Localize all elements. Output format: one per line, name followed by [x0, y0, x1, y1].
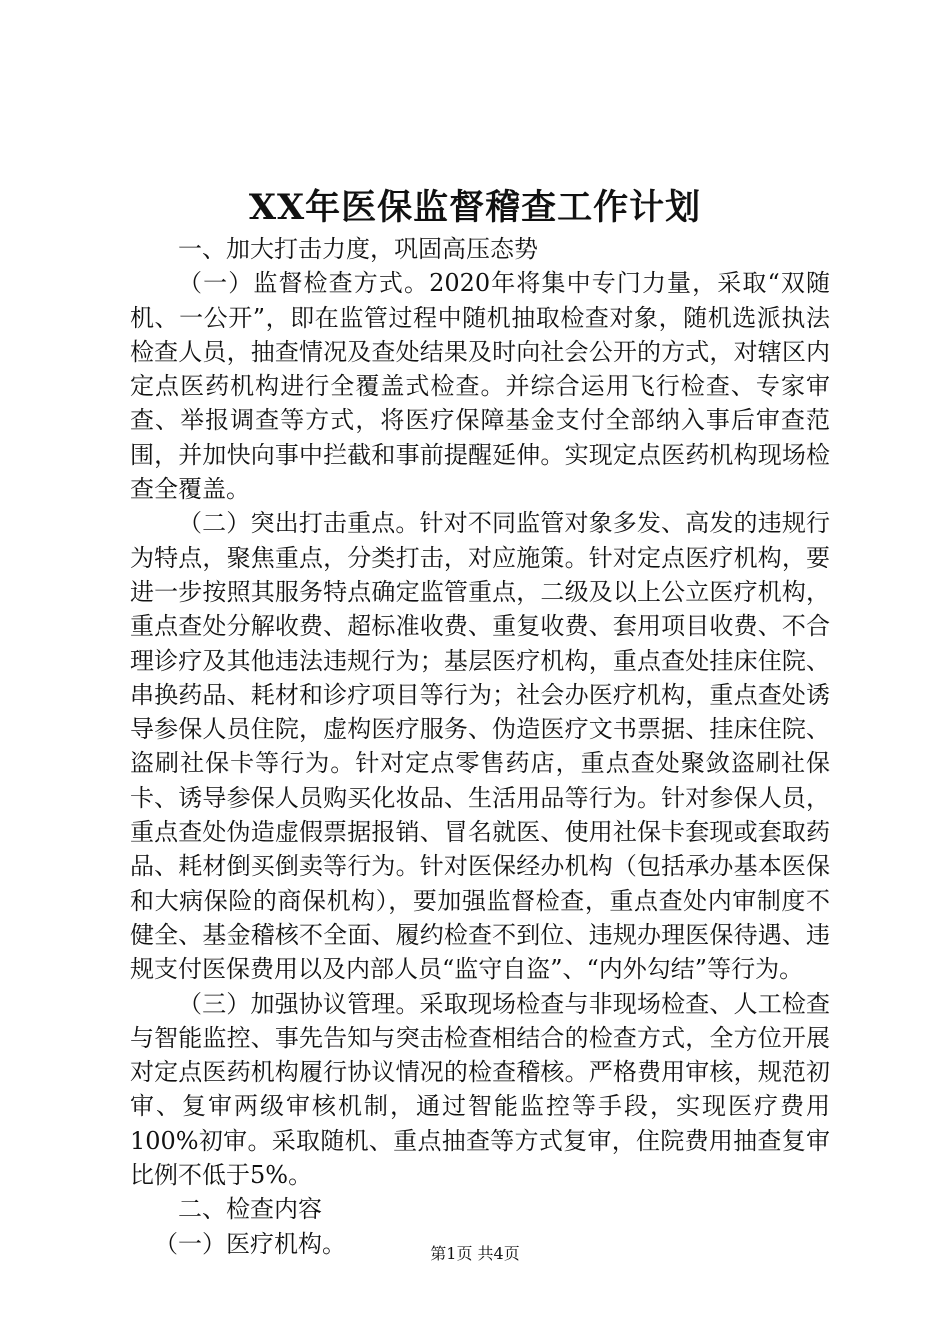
subsection-medical-institutions: （一）医疗机构。 — [154, 1229, 346, 1258]
paragraph-agreement-management: （三）加强协议管理。采取现场检查与非现场检查、人工检查与智能监控、事先告知与突击检查相结合的检查方式，全方位开展对定点医药机构履行协议情况的检查稽核。严格费用审核，规范初审、复审两级审核机制，通过智能监控等手段，实现医疗费用100%初审。采取随机、重点抽查等方式复审，住院费用抽查复审比例不低于5%。 — [130, 989, 830, 1190]
document-body — [130, 232, 830, 1261]
section-heading-2: 二、检查内容 — [178, 1195, 322, 1224]
paragraph-key-targets: （二）突出打击重点。针对不同监管对象多发、高发的违规行为特点，聚焦重点，分类打击，对应施策。针对定点医疗机构，要进一步按照其服务特点确定监管重点，二级及以上公立医疗机构，重点查处分解收费、超标准收费、重复收费、套用项目收费、不合理诊疗及其他违法违规行为；基层医疗机构，重点查处挂床住院、串换药品、耗材和诊疗项目等行为；社会办医疗机构，重点查处诱导参保人员住院，虚构医疗服务、伪造医疗文书票据、挂床住院、盗刷社保卡等行为。针对定点零售药店，重点查处聚敛盗刷社保卡、诱导参保人员购买化妆品、生活用品等行为。针对参保人员，重点查处伪造虚假票据报销、冒名就医、使用社保卡套现或套取药品、耗材倒买倒卖等行为。针对医保经办机构（包括承办基本医保和大病保险的商保机构），要加强监督检查，重点查处内审制度不健全、基金稽核不全面、履约检查不到位、违规办理医保待遇、违规支付医保费用以及内部人员“监守自盗”、“内外勾结”等行为。 — [130, 509, 830, 984]
paragraph-supervision-method: （一）监督检查方式。2020年将集中专门力量，采取“双随机、一公开”，即在监管过程中随机抽取检查对象，随机选派执法检查人员，抽查情况及查处结果及时向社会公开的方式，对辖区内定点医药机构进行全覆盖式检查。并综合运用飞行检查、专家审查、举报调查等方式，将医疗保障基金支付全部纳入事后审查范围，并加快向事中拦截和事前提醒延伸。实现定点医药机构现场检查全覆盖。 — [130, 269, 830, 504]
document-title: XX年医保监督稽查工作计划 — [248, 187, 702, 228]
page-footer: 第1页 共4页 — [430, 1244, 520, 1263]
section-heading-1: 一、加大打击力度，巩固高压态势 — [178, 235, 538, 263]
